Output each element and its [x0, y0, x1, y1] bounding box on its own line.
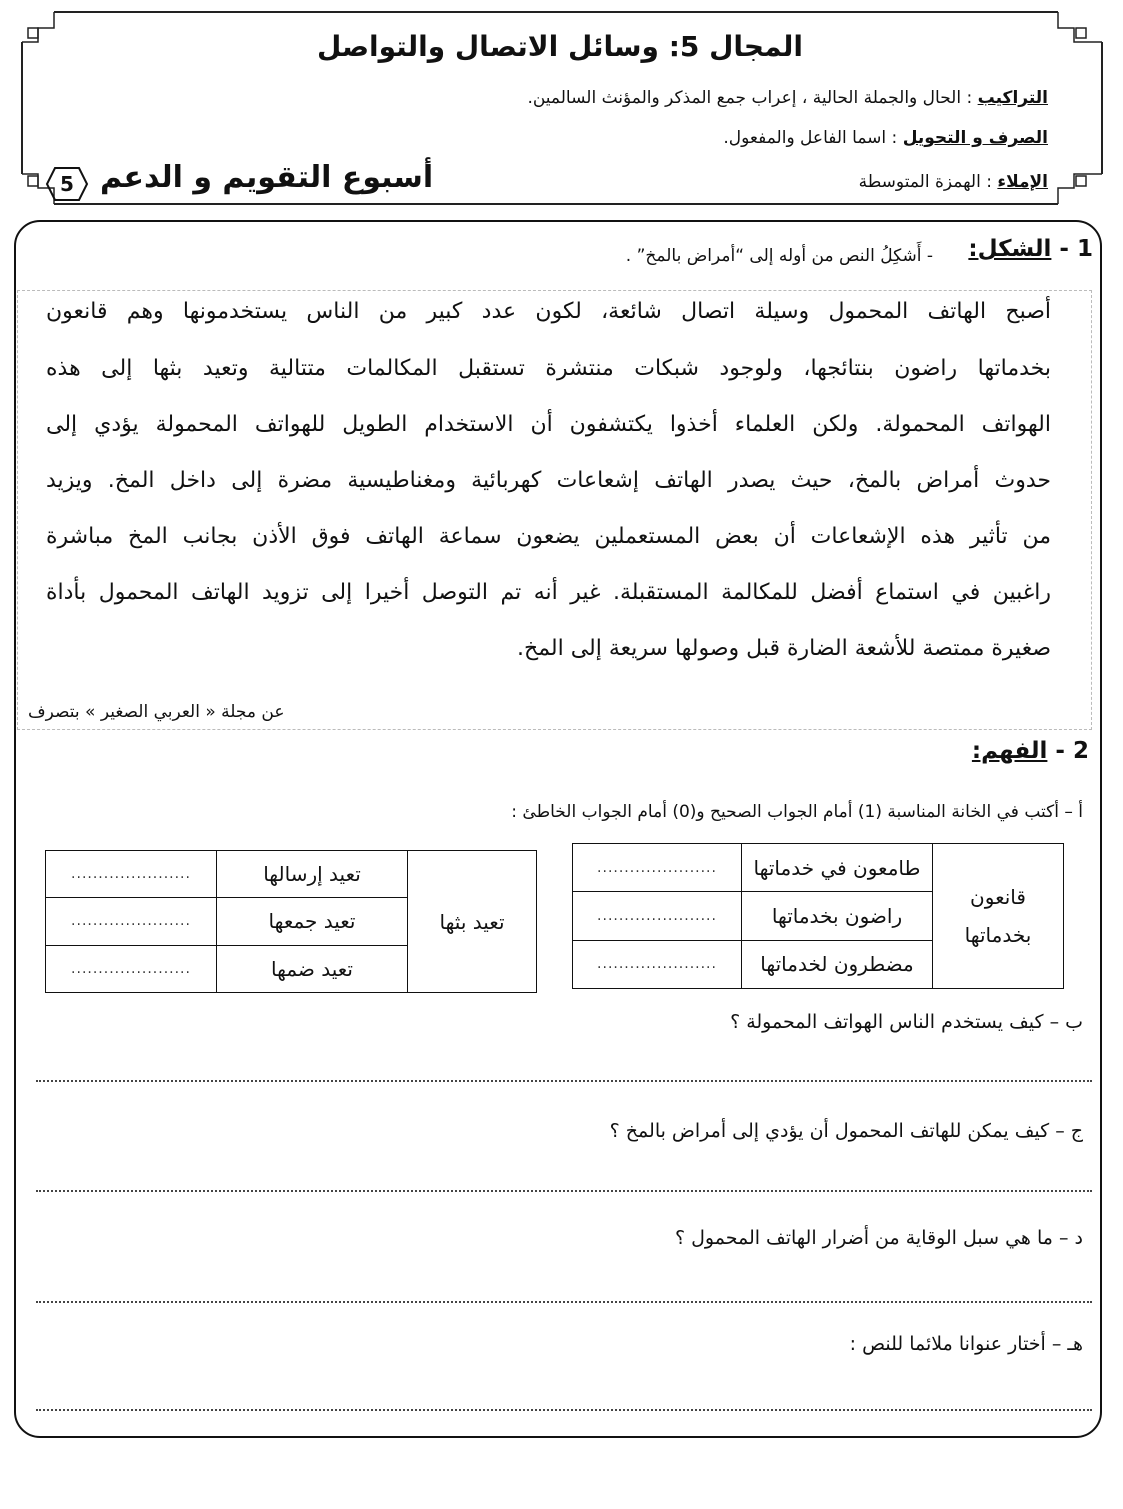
question-d: د – ما هي سبل الوقاية من أضرار الهاتف المحمول ؟: [674, 1227, 1083, 1249]
question-b: ب – كيف يستخدم الناس الهواتف المحمولة ؟: [730, 1011, 1083, 1033]
header-line-label: الإملاء: [997, 172, 1048, 192]
section-title: الفهم:: [971, 738, 1048, 764]
table-row: [573, 844, 1064, 892]
answer-line[interactable]: [36, 1409, 1092, 1411]
passage-line: أصبح الهاتف المحمول وسيلة اتصال شائعة، لكون عدد كبير من الناس يستخدمونها وهم قانعون: [46, 299, 1051, 324]
header-line-spelling: [859, 172, 1048, 192]
table-option: تعيد إرسالها: [217, 851, 408, 898]
table-subject: تعيد بثها: [408, 851, 537, 993]
section-2-heading: [972, 738, 1089, 764]
answer-line[interactable]: [36, 1190, 1092, 1192]
week-title: أسبوع التقويم و الدعم: [100, 160, 434, 195]
week-number-badge: [45, 166, 89, 202]
week-number: 5: [60, 172, 74, 196]
table-option: راضون بخدماتها: [742, 892, 933, 940]
table-subject: قانعون: [970, 885, 1026, 909]
answer-line[interactable]: [36, 1080, 1092, 1082]
answer-cell[interactable]: ......................: [46, 898, 217, 945]
answer-cell[interactable]: ......................: [573, 844, 742, 892]
table-option: مضطرون لخدماتها: [742, 940, 933, 988]
header-line-text: : الحال والجملة الحالية ، إعراب جمع المذكر والمؤنث السالمين.: [527, 88, 973, 108]
table-subject-cell: [933, 844, 1064, 989]
choice-table-qanioun: [572, 843, 1064, 989]
section-number: 2 -: [1055, 738, 1089, 764]
section-1-instruction: - أَشكِلُ النص من أوله إلى “أمراض بالمخ” .: [625, 246, 933, 266]
answer-cell[interactable]: ......................: [46, 945, 217, 992]
table-subject: بخدماتها: [964, 923, 1032, 947]
header-line-label: التراكيب: [977, 88, 1048, 108]
section-number: 1 -: [1059, 236, 1093, 262]
header-line-morphology: [723, 128, 1048, 148]
table-option: طامعون في خدماتها: [742, 844, 933, 892]
choice-table-tuid-bathha: [45, 850, 537, 993]
question-j: ج – كيف يمكن للهاتف المحمول أن يؤدي إلى أمراض بالمخ ؟: [609, 1120, 1083, 1142]
header-line-text: : اسما الفاعل والمفعول.: [723, 128, 898, 148]
table-row: [46, 851, 537, 898]
header-line-structures: [527, 88, 1048, 108]
section-1-heading: [968, 236, 1093, 262]
passage-source: عن مجلة « العربي الصغير » بتصرف: [28, 702, 285, 722]
passage-line: الهواتف المحمولة. ولكن العلماء أخذوا يكتشفون أن الاستخدام الطويل للهواتف المحمولة يؤدي إلى: [46, 412, 1051, 437]
passage-line: صغيرة ممتصة للأشعة الضارة قبل وصولها سريعة إلى المخ.: [517, 636, 1051, 661]
section-title: الشكل:: [968, 236, 1052, 262]
section-2-instruction: أ – أكتب في الخانة المناسبة (1) أمام الجواب الصحيح و(0) أمام الجواب الخاطئ :: [511, 802, 1083, 822]
answer-cell[interactable]: ......................: [573, 892, 742, 940]
passage-box: [17, 290, 1092, 730]
answer-cell[interactable]: ......................: [573, 940, 742, 988]
answer-cell[interactable]: ......................: [46, 851, 217, 898]
passage-line: راغبين في استماع أفضل للمكالمة المستقبلة. غير أنه تم التوصل أخيرا إلى تزويد الهاتف المحمول بأداة: [46, 580, 1051, 605]
passage-line: بخدماتها راضون بنتائجها، ولوجود شبكات منتشرة تستقبل المكالمات متتالية وتعيد بثها إلى هذه: [46, 356, 1051, 381]
answer-line[interactable]: [36, 1301, 1092, 1303]
passage-line: من تأثير هذه الإشعاعات أن بعض المستعملين يضعون سماعة الهاتف فوق الأذن بجانب المخ مباشرة: [46, 524, 1051, 549]
header-line-text: : الهمزة المتوسطة: [858, 172, 992, 192]
table-option: تعيد جمعها: [217, 898, 408, 945]
passage-line: حدوث أمراض بالمخ، حيث يصدر الهاتف إشعاعات كهربائية ومغناطيسية مضرة إلى داخل المخ. ويزيد: [46, 468, 1051, 493]
table-option: تعيد ضمها: [217, 945, 408, 992]
page-title: المجال 5: وسائل الاتصال والتواصل: [316, 30, 803, 63]
header-line-label: الصرف و التحويل: [902, 128, 1048, 148]
question-h: هـ – أختار عنوانا ملائما للنص :: [849, 1333, 1083, 1355]
